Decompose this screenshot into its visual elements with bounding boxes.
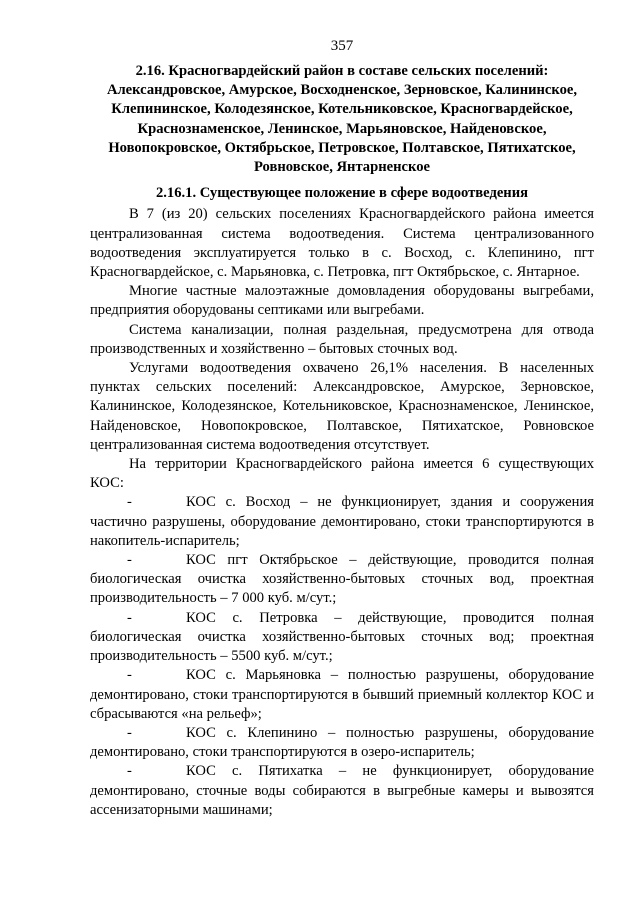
list-item: [90, 493, 594, 551]
list-marker: -: [127, 494, 132, 511]
paragraph-kos-count: На территории Красногвардейского района имеется 6 существующих КОС:: [90, 456, 594, 492]
list-item-text: КОС с. Восход – не функционирует, здания и сооружения частично разрушены, оборудование демонтировано, стоки транспортируются в накопитель-испаритель;: [90, 494, 594, 549]
list-item-text: КОС с. Клепинино – полностью разрушены, оборудование демонтировано, стоки транспортируются в озеро-испаритель;: [90, 724, 594, 761]
list-item: [90, 551, 594, 609]
paragraph-coverage: Услугами водоотведения охвачено 26,1% населения. В населенных пунктах сельских поселений: Александровское, Амурское, Зерновское, Калининское, Колодезянское, Котельниковское, Краснознаменское, Ленинское, Найденовское, Новопокровское, Полтавское, Пятихатское, Ровновское централизованная система водоотведения отсутствует.: [90, 360, 594, 453]
subsection-title: 2.16.1. Существующее положение в сфере водоотведения: [155, 185, 529, 202]
paragraph-sewer-system: Система канализации, полная раздельная, предусмотрена для отвода производственных и хозяйственно – бытовых сточных вод.: [90, 321, 594, 357]
list-marker: -: [127, 552, 132, 569]
list-marker: -: [127, 609, 132, 626]
list-item-text: КОС с. Пятихатка – не функционирует, оборудование демонтировано, сточные воды собираются в выгребные камеры и вывозятся ассенизаторными машинами;: [90, 763, 594, 818]
list-item: [90, 609, 594, 667]
list-item-text: КОС пгт Октябрьское – действующие, проводится полная биологическая очистка хозяйственно-бытовых сточных вод, проектная производительность – 7 000 куб. м/сут.;: [90, 552, 594, 607]
kos-list: [90, 493, 594, 819]
paragraph-private-households: Многие частные малоэтажные домовладения оборудованы выгребами, предприятия оборудованы септиками или выгребами.: [90, 283, 594, 319]
paragraph-centralized-systems: В 7 (из 20) сельских поселениях Красногвардейского района имеется централизованная система водоотведения. Система централизованного водоотведения эксплуатируется только в с. Восход, с. Клепинино, пгт Красногвардейское, с. Марьяновка, с. Петровка, пгт Октябрьское, с. Янтарное.: [90, 206, 594, 281]
list-marker: -: [127, 667, 132, 684]
list-item-text: КОС с. Марьяновка – полностью разрушены, оборудование демонтировано, стоки транспортируются в бывший приемный коллектор КОС и сбрасываются «на рельеф»;: [90, 667, 594, 722]
list-marker: -: [127, 724, 132, 741]
page-number: 357: [330, 38, 354, 54]
list-item-text: КОС с. Петровка – действующие, проводится полная биологическая очистка хозяйственно-бытовых сточных вод; проектная производительность – 5500 куб. м/сут.;: [90, 609, 594, 665]
list-item: [90, 666, 594, 724]
list-item: [90, 762, 594, 820]
list-item: [90, 724, 594, 762]
list-marker: -: [127, 763, 132, 780]
section-title: 2.16. Красногвардейский район в составе сельских поселений: Александровское, Амурское, Восходненское, Зерновское, Калининское, Клепининское, Колодезянское, Котельниковское, Красногвардейское, Краснознаменское, Ленинское, Марьяновское, Найденовское, Новопокровское, Октябрьское, Петровское, Полтавское, Пятихатское, Ровновское, Янтарненское: [106, 63, 578, 176]
document-page: [90, 36, 594, 820]
